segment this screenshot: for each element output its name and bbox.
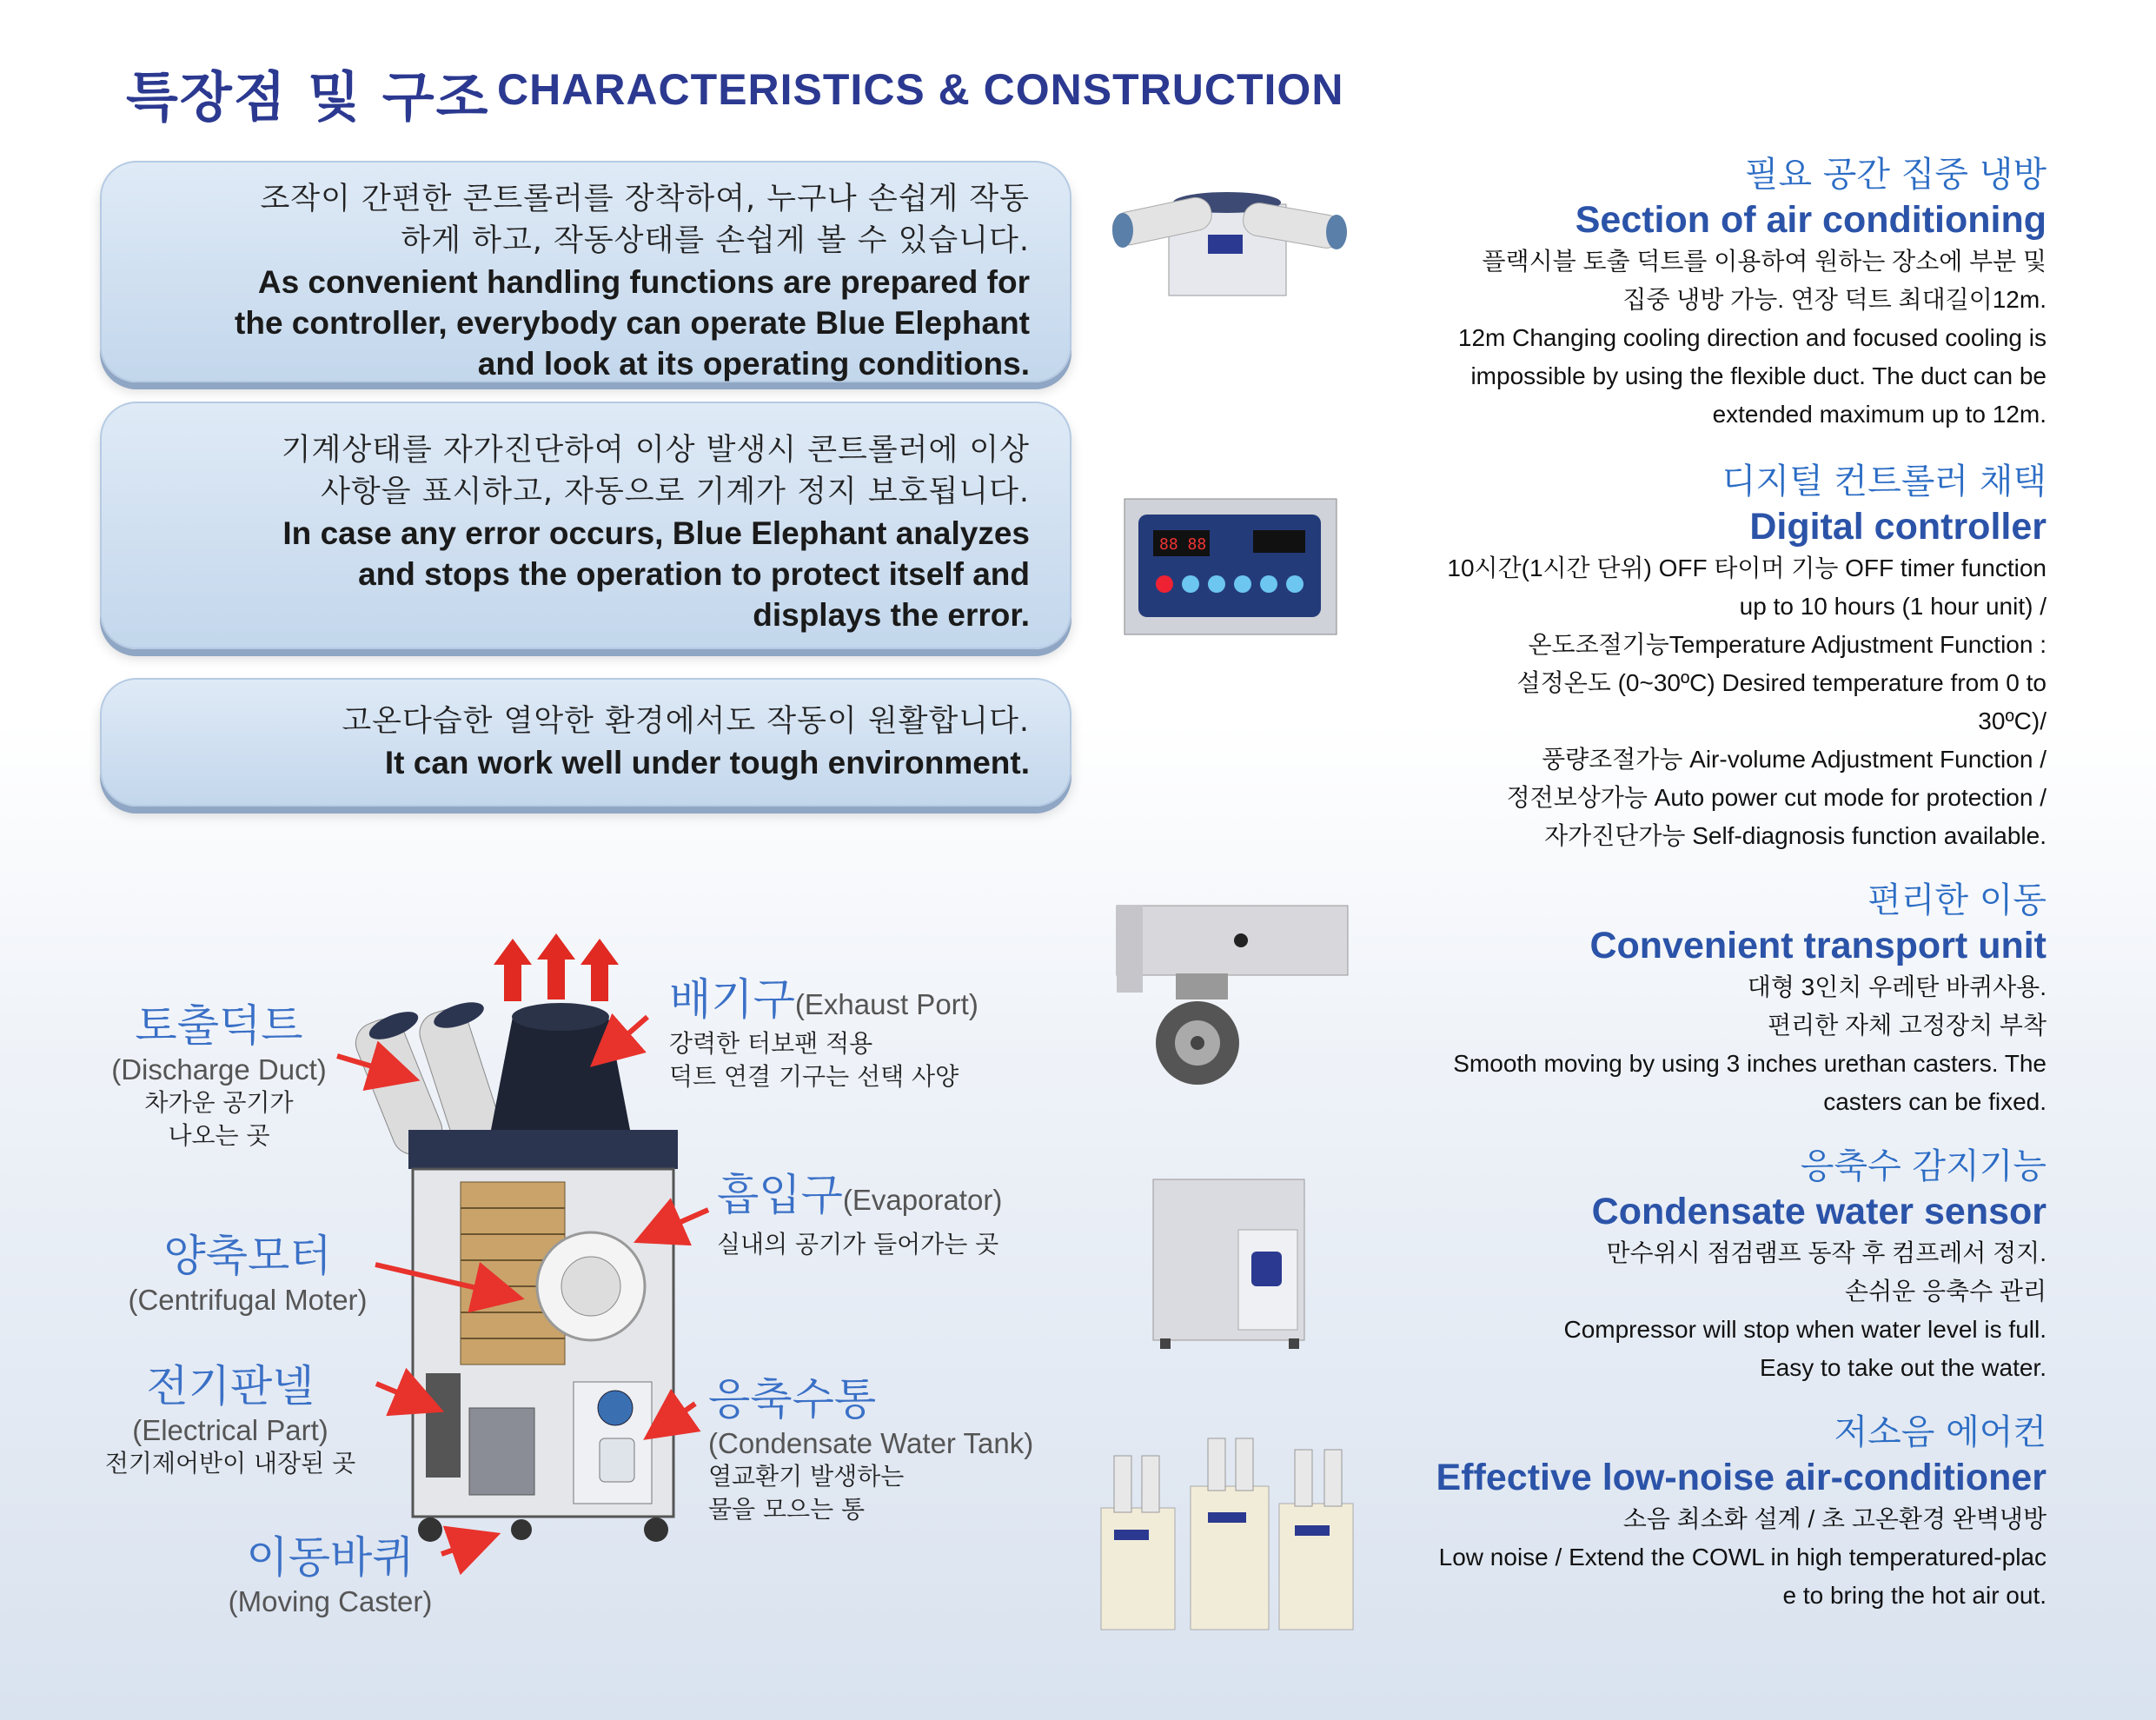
section-line: 풍량조절가능 Air-volume Adjustment Function / [1542,746,2047,773]
feature-text-ko: 고온다습한 열악한 환경에서도 작동이 원활합니다. [342,704,1030,739]
label-en: (Electrical Part) [132,1414,328,1446]
page-title-english: CHARACTERISTICS & CONSTRUCTION [497,65,1344,114]
section-line: 정전보상가능 Auto power cut mode for protection / [1506,784,2047,811]
section-line: up to 10 hours (1 hour unit) / [1739,593,2047,620]
section-line: e to bring the hot air out. [1782,1582,2047,1609]
label-moving-caster [217,1523,443,1618]
label-exhaust-port [669,965,978,1093]
label-centrifugal-motor [117,1221,378,1317]
feature-text-en: and look at its operating conditions. [477,346,1030,382]
label-condensate-tank [708,1365,1033,1526]
section-line: 편리한 자체 고정장치 부착 [1768,1012,2047,1039]
label-desc: 실내의 공기가 들어가는 곳 [717,1230,999,1258]
svg-text:88 88: 88 88 [1159,535,1207,554]
label-ko: 토출덕트 [135,1000,303,1051]
section-line: Compressor will stop when water level is full. [1563,1316,2047,1343]
label-desc: 차가운 공기가 [144,1088,294,1117]
label-ko: 배기구 [669,974,795,1025]
label-ko: 양축모터 [163,1231,332,1281]
section-line: 소음 최소화 설계 / 초 고온환경 완벽냉방 [1622,1505,2047,1532]
section-line: Easy to take out the water. [1760,1354,2047,1381]
feature-text-ko: 사항을 표시하고, 자동으로 기계가 정지 보호됩니다. [321,475,1030,509]
feature-text-en: the controller, everybody can operate Blue Elephant [235,305,1030,341]
label-ko: 이동바퀴 [246,1532,415,1583]
section-line: Smooth moving by using 3 inches urethan casters. The [1453,1050,2047,1077]
section-line: Low noise / Extend the COWL in high temperatured-plac [1438,1544,2047,1571]
label-en: (Exhaust Port) [794,988,978,1020]
section-title-en: Condensate water sensor [1591,1191,2047,1232]
section-title-en: Digital controller [1749,506,2047,548]
feature-text-ko: 조작이 간편한 콘트롤러를 장착하여, 누구나 손쉽게 작동 [260,182,1030,216]
label-ko: 전기판넬 [146,1361,315,1411]
section-title-ko: 응축수 감지기능 [1800,1146,2047,1186]
section-line: 손쉬운 응축수 관리 [1845,1278,2047,1305]
label-en: (Evaporator) [842,1184,1003,1216]
section-title-ko: 필요 공간 집중 냉방 [1744,155,2047,195]
label-desc: 나오는 곳 [168,1121,270,1150]
page-title-korean: 특장점 및 구조 [126,65,490,129]
section-line: 30ºC)/ [1978,707,2047,734]
label-desc: 강력한 터보팬 적용 [669,1029,873,1058]
section-line: extended maximum up to 12m. [1712,401,2047,428]
section-line: 대형 3인치 우레탄 바퀴사용. [1747,973,2047,1000]
section-line: 10시간(1시간 단위) OFF 타이머 기능 OFF timer function [1447,555,2047,581]
label-en: (Centrifugal Moter) [128,1284,368,1316]
label-desc: 전기제어반이 내장된 곳 [104,1449,356,1478]
section-title-en: Effective low-noise air-conditioner [1436,1457,2047,1498]
section-line: 자가진단가능 Self-diagnosis function available. [1544,822,2047,849]
label-ko: 응축수통 [708,1374,877,1424]
section-title-ko: 디지털 컨트롤러 채택 [1721,462,2047,501]
label-electrical-part [83,1351,378,1480]
label-desc: 물을 모으는 통 [708,1495,866,1524]
label-desc: 덕트 연결 기구는 선택 사양 [669,1062,959,1091]
section-line: 설정온도 (0~30ºC) Desired temperature from 0 to [1516,669,2047,696]
section-line: casters can be fixed. [1823,1088,2047,1115]
feature-text-en: It can work well under tough environment. [384,745,1030,780]
section-line: 12m Changing cooling direction and focused cooling is [1457,324,2047,351]
label-en: (Discharge Duct) [111,1053,327,1086]
label-desc: 열교환기 발생하는 [708,1462,905,1491]
label-en: (Condensate Water Tank) [708,1427,1034,1459]
feature-text-en: As convenient handling functions are prepared for [257,264,1030,300]
section-title-en: Convenient transport unit [1589,925,2047,966]
feature-text-ko: 기계상태를 자가진단하여 이상 발생시 콘트롤러에 이상 [281,433,1030,468]
label-en: (Moving Caster) [228,1585,433,1617]
section-line: impossible by using the flexible duct. The duct can be [1470,362,2047,389]
section-line: 만수위시 점검램프 동작 후 컴프레서 정지. [1606,1239,2047,1266]
feature-text-en: displays the error. [753,597,1030,633]
feature-text-ko: 하게 하고, 작동상태를 손쉽게 볼 수 있습니다. [401,223,1030,258]
feature-text-en: In case any error occurs, Blue Elephant analyzes [282,515,1030,551]
label-discharge-duct [97,991,341,1152]
section-line: 플랙시블 토출 덕트를 이용하여 원하는 장소에 부분 및 [1482,248,2047,275]
section-line: 온도조절기능Temperature Adjustment Function : [1528,631,2047,658]
section-title-ko: 편리한 이동 [1867,880,2047,920]
section-title-ko: 저소음 에어컨 [1834,1412,2047,1452]
feature-text-en: and stops the operation to protect itself and [358,556,1030,592]
label-evaporator [717,1160,1002,1261]
section-line: 집중 냉방 가능. 연장 덕트 최대길이12m. [1622,286,2047,313]
label-ko: 흡입구 [717,1170,843,1220]
section-title-en: Section of air conditioning [1575,199,2047,241]
